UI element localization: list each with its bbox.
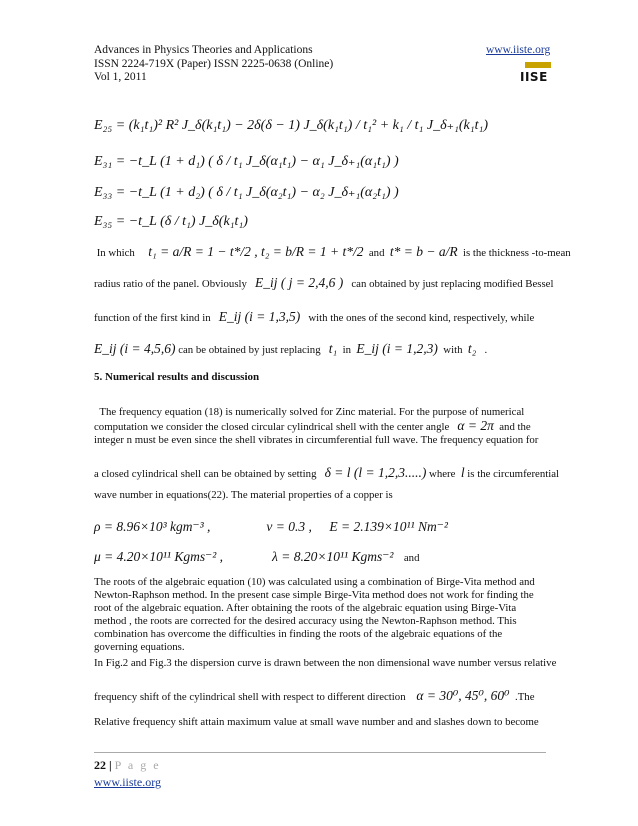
text-obtained-replacing: can be obtained by just replacing xyxy=(178,344,321,356)
text-with: with xyxy=(443,344,463,356)
p5-text-c: .The xyxy=(515,691,535,703)
text-radius-ratio: radius ratio of the panel. Obviously xyxy=(94,278,247,290)
iiste-logo xyxy=(520,62,554,86)
p2-text-c: where xyxy=(429,468,456,480)
p5-text-a: frequency shift of the cylindrical shell with respect to different direction xyxy=(94,691,406,703)
definition-line-2 xyxy=(94,275,553,291)
p1-text-c: and the xyxy=(499,421,531,433)
math-tstar: t* = b − a/R xyxy=(389,244,458,259)
journal-issn: ISSN 2224-719X (Paper) ISSN 2225-0638 (Online) xyxy=(94,57,334,70)
paragraph-roots: The roots of the algebraic equation (10) was calculated using a combination of Birge-Vita method and Newton-Raphson method. In the present case simple Birge-Vita method does not work for finding the root of the algebraic equation. After obtaining the roots of the algebraic equation using Birge-Vita method , the roots are corrected for the desired accuracy using the Newton-Raphson method. This combination has overcome the difficulties in finding the roots of the algebraic equations of the governing equations. xyxy=(94,576,535,653)
journal-title: Advances in Physics Theories and Applications xyxy=(94,44,313,56)
page-separator: | xyxy=(109,758,112,772)
material-properties-row-2 xyxy=(94,549,419,566)
text-replacing-bessel: can obtained by just replacing modified Bessel xyxy=(351,278,554,290)
page-number: 22 xyxy=(94,758,106,772)
paragraph-material-props: wave number in equations(22). The material properties of a copper is xyxy=(94,489,393,501)
math-delta-l: δ = l (l = 1,2,3.....) xyxy=(324,465,427,480)
paragraph-frequency-shift xyxy=(94,688,535,704)
text-and: and xyxy=(368,247,385,259)
math-t1: t₁ xyxy=(328,341,338,356)
footer-divider xyxy=(94,752,546,753)
equation-e31: E₃₁ = −t_L (1 + d₁) ( δ / t₁ J_δ(α₁t₁) − α₁ J_δ₊₁(α₁t₁) ) xyxy=(94,154,399,169)
math-mu: μ = 4.20×10¹¹ Kgms⁻² , xyxy=(94,549,224,564)
definition-line-4 xyxy=(94,341,487,357)
math-alpha-2pi: α = 2π xyxy=(457,418,494,433)
math-l: l xyxy=(460,465,465,480)
text-second-kind: with the ones of the second kind, respectively, while xyxy=(308,312,535,324)
paragraph-closed-shell xyxy=(94,465,559,481)
math-eij-135: E_ij (i = 1,3,5) xyxy=(218,309,301,324)
equation-e25: E₂₅ = (k₁t₁)² R² J_δ(k₁t₁) − 2δ(δ − 1) J_δ(k₁t₁) / t₁² + k₁ / t₁ J_δ₊₁(k₁t₁) xyxy=(94,118,489,133)
text-period: . xyxy=(484,344,488,356)
paragraph-frequency-equation xyxy=(94,406,546,447)
material-properties-row-1 xyxy=(94,519,448,536)
math-nu: ν = 0.3 , xyxy=(266,519,312,534)
footer-url-link[interactable]: www.iiste.org xyxy=(94,775,161,789)
header-url-link[interactable]: www.iiste.org xyxy=(486,44,551,56)
text-in: in xyxy=(342,344,351,356)
text-in-which: In which xyxy=(96,247,135,259)
journal-volume: Vol 1, 2011 xyxy=(94,71,147,83)
section-heading: 5. Numerical results and discussion xyxy=(94,371,260,383)
equation-e33: E₃₃ = −t_L (1 + d₂) ( δ / t₁ J_δ(α₂t₁) − α₂ J_δ₊₁(α₂t₁) ) xyxy=(94,185,399,200)
math-lambda: λ = 8.20×10¹¹ Kgms⁻² xyxy=(272,549,394,564)
definition-line-1 xyxy=(94,244,571,260)
text-and-2: and xyxy=(403,552,420,564)
math-eij-246: E_ij ( j = 2,4,6 ) xyxy=(255,275,344,290)
page-footer xyxy=(94,758,161,790)
equation-e35: E₃₅ = −t_L (δ / t₁) J_δ(k₁t₁) xyxy=(94,214,248,229)
math-youngs-modulus: E = 2.139×10¹¹ Nm⁻² xyxy=(329,519,448,534)
math-t2: t₂ xyxy=(467,341,477,356)
page-label: P a g e xyxy=(114,758,161,772)
math-t1-t2: t₁ = a/R = 1 − t*/2 , t₂ = b/R = 1 + t*/2 xyxy=(148,244,364,259)
math-eij-123: E_ij (i = 1,2,3) xyxy=(356,341,438,356)
math-eij-456: E_ij (i = 4,5,6) xyxy=(94,341,176,356)
p2-text-a: a closed cylindrical shell can be obtained by setting xyxy=(94,468,317,480)
text-first-kind: function of the first kind in xyxy=(94,312,211,324)
math-alpha-angles: α = 30⁰, 45⁰, 60⁰ xyxy=(416,688,510,703)
logo-text: IISE xyxy=(520,70,548,84)
p2-text-e: is the circumferential xyxy=(467,468,560,480)
paragraph-relative-shift: Relative frequency shift attain maximum value at small wave number and and slashes down to become xyxy=(94,716,539,728)
math-rho: ρ = 8.96×10³ kgm⁻³ , xyxy=(94,519,211,534)
journal-header xyxy=(94,44,333,85)
p1-text-d: integer n must be even since the shell vibrates in circumferential full wave. The frequency equation for xyxy=(94,434,539,446)
paragraph-dispersion: In Fig.2 and Fig.3 the dispersion curve is drawn between the non dimensional wave number versus relative xyxy=(94,657,557,669)
definition-line-3 xyxy=(94,309,534,325)
p1-text-a: The frequency equation (18) is numerically solved for Zinc material. For the purpose of numerical computation we consider the closed circular cylindrical shell with the center angle xyxy=(94,406,525,433)
text-thickness: is the thickness -to-mean xyxy=(463,247,571,259)
